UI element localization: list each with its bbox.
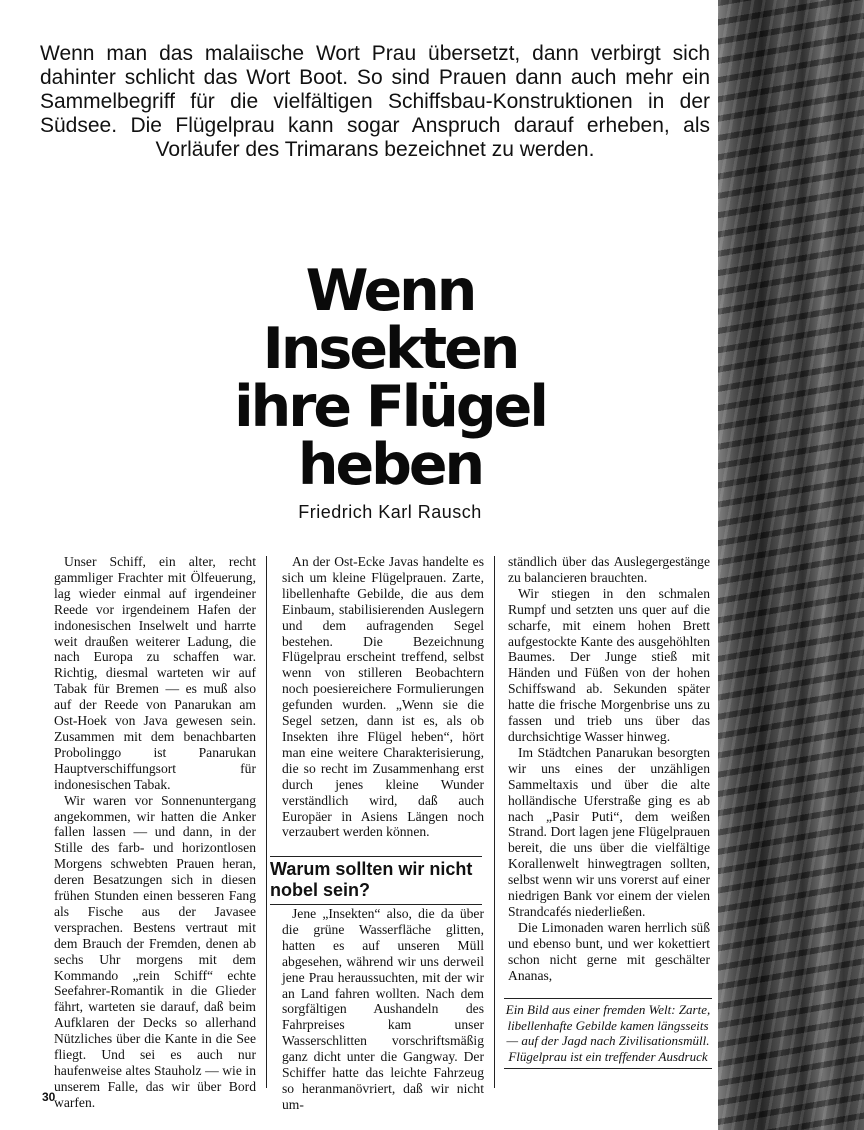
author-byline: Friedrich Karl Rausch: [298, 502, 482, 522]
paragraph: ständlich über das Auslegergestänge zu balancieren brauchten.: [508, 554, 710, 585]
intro-paragraph: Wenn man das malaiische Wort Prau übersetzt, dann verbirgt sich dahinter schlicht das Wort Boot. So sind Prauen dann auch mehr ein Sammelbegriff für die vielfältigen Schiffsbau-Konstruktionen in der Südsee. Die Flügelprau kann sogar Anspruch darauf erheben, als Vorläufer des Trimarans bezeichnet zu werden.: [40, 42, 710, 161]
page-number: 30: [42, 1090, 56, 1104]
paragraph: Wir stiegen in den schmalen Rumpf und setzten uns quer auf die scharfe, mit einem hohen Brett aufgestockte Kante des ausgehöhlten Baumes. Der Junge stieß mit Händen und Füßen von der hohen Schiffswand ab. Sekunden später hatte die frische Morgenbrise uns zu fassen und trieb uns über das durchsichtige Wasser hinweg.: [508, 585, 710, 744]
column-divider: [266, 556, 267, 1088]
article-column-1: [54, 554, 256, 1111]
paragraph: An der Ost-Ecke Javas handelte es sich um kleine Flügelprauen. Zarte, libellenhafte Gebilde, die aus dem Einbaum, stabilisierenden Auslegern und dem aufragenden Segel bestehen. Die Bezeichnung Flügelprau erscheint treffend, selbst wenn von stilleren Beobachtern noch poesiereichere Formulierungen gefunden wurden. „Wenn sie die Segel setzen, dann ist es, als ob Insekten ihre Flügel heben“, hört man eine weitere Charakterisierung, die so recht im Zusammenhang erst durch jenes kleine Wunder verständlich wird, daß auch Europäer in Asiens Längen noch verzaubert werden können.: [282, 554, 484, 840]
paragraph: Im Städtchen Panarukan besorgten wir uns eines der unzähligen Sammeltaxis und über die alte holländische Uferstraße ging es ab nach „Pasir Puti“, dem weißen Strand. Dort lagen jene Flügelprauen bereit, die uns über die vielfältige Korallenwelt hinwegtragen sollten, selbst wenn wir uns vorerst auf einer niedrigen Bank vor einem der vielen Strandcafés niederließen.: [508, 744, 710, 919]
article-column-2: [282, 554, 484, 840]
headline-line: Wenn: [305, 258, 475, 324]
photo-strip: [718, 0, 864, 1130]
paragraph: Unser Schiff, ein alter, recht gammliger Frachter mit Ölfeuerung, lag wieder einmal auf irgendeiner Reede vor irgendeinem Hafen der indonesischen Inselwelt und harrte weit draußen weiterer Ladung, die nach Europa zu schaffen war. Richtig, diesmal warteten wir auf Tabak für Bremen — es muß also auf der Reede von Panarukan am Ost-Hoek von Java gewesen sein. Zusammen mit dem benachbarten Probolinggo ist Panarukan Hauptverschiffungsort für indonesischen Tabak.: [54, 554, 256, 792]
headline-line: heben: [297, 432, 483, 498]
subheading: Warum sollten wir nicht nobel sein?: [270, 856, 482, 905]
paragraph: Jene „Insekten“ also, die da über die grüne Wasserfläche glitten, hatten es auf unseren Müll abgesehen, während wir uns derweil jene Prau heraussuchten, mit der wir an Land fahren wollten. Nach dem sorgfältigen Aushandeln des Fahrpreises kam unser Wasserschlitten vorschriftsmäßig ganz dicht unter die Gangway. Der Schiffer hatte das leichte Fahrzeug so heranmanövriert, daß wir nicht um-: [282, 906, 484, 1112]
column-divider: [494, 556, 495, 1088]
headline-line: ihre Flügel: [234, 374, 546, 440]
headline: [150, 258, 630, 498]
paragraph: Wir waren vor Sonnenuntergang angekommen, wir hatten die Anker fallen lassen — und dann, in der Stille des farb- und horizontlosen Morgens schwebten Prauen heran, deren Besatzungen sich in diesen frühen Stunden einen besseren Fang als Fische aus der Javasee versprachen. Bestens vertraut mit dem Brauch der Fremden, denen ab sechs Uhr morgens mit dem Kommando „rein Schiff“ echte Seefahrer-Romantik in die Glieder fährt, warteten sie darauf, daß beim Aufklaren der Decks so allerhand Nützliches über die Kante in die See fliegt. Und sei es auch nur haufenweise altes Stauholz — wie in unserem Falle, das wir über Bord warfen.: [54, 792, 256, 1110]
headline-line: Insekten: [262, 316, 518, 382]
paragraph: Die Limonaden waren herrlich süß und ebenso bunt, und wer kokettiert schon nicht gerne mit geschälter Ananas,: [508, 919, 710, 983]
article-column-2-continued: [282, 906, 484, 1113]
article-column-3: [508, 554, 710, 983]
photo-caption: Ein Bild aus einer fremden Welt: Zarte, libellenhafte Gebilde kamen längsseits — auf der Jagd nach Zivilisationsmüll. Flügelprau ist ein treffender Ausdruck: [504, 998, 712, 1069]
